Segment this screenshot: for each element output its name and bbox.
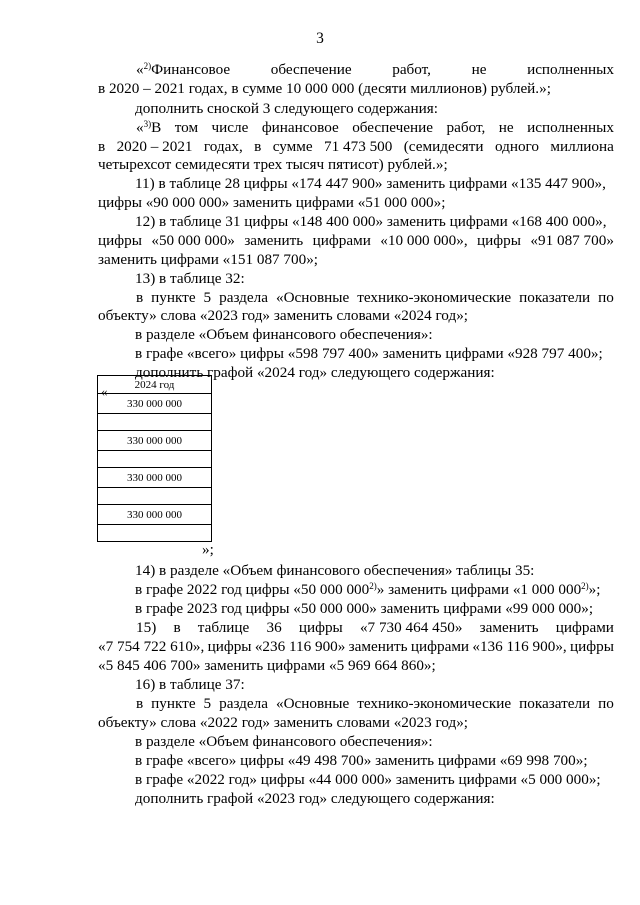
word: 2020 – 2021 xyxy=(116,138,193,155)
word: цифры xyxy=(477,232,521,249)
word: заменить xyxy=(479,619,539,636)
word: том xyxy=(174,119,199,136)
word: «91 087 700» xyxy=(530,232,614,249)
item-11-line-2: цифры «90 000 000» заменить цифрами «51 000 000»; xyxy=(98,194,446,211)
word: цифры xyxy=(207,638,252,655)
word: цифрами xyxy=(555,619,614,636)
open-quote: « xyxy=(136,61,144,78)
word: не xyxy=(498,119,514,136)
word: цифры xyxy=(298,619,343,636)
word: заменить xyxy=(244,232,304,249)
word: технико-экономические xyxy=(357,695,512,712)
word: технико-экономические xyxy=(357,289,512,306)
footnote-marker: 2) xyxy=(581,581,589,591)
item-12-line-2 xyxy=(98,232,614,250)
word: «10 000 000», xyxy=(380,232,468,249)
word: обеспечение xyxy=(270,61,352,78)
inserted-table xyxy=(97,375,212,542)
word: «Основные xyxy=(275,289,350,306)
word: в xyxy=(173,619,181,636)
word: миллиона xyxy=(550,138,614,155)
word: «7 754 722 610», xyxy=(98,638,205,655)
table-header-row xyxy=(98,376,212,394)
word: «50 000 000» xyxy=(151,232,235,249)
item-12-line-3: заменить цифрами «151 087 700»; xyxy=(98,251,319,268)
word: цифры xyxy=(570,638,614,655)
item-13-line-6: дополнить графой «2024 год» следующего содержания: xyxy=(135,364,495,381)
table-row xyxy=(98,468,212,488)
table-row xyxy=(98,488,212,505)
word: в xyxy=(254,138,262,155)
word: раздела xyxy=(219,289,268,306)
item-15-line-1 xyxy=(98,619,614,637)
item-16-line-6: в графе «2022 год» цифры «44 000 000» заменить цифрами «5 000 000»; xyxy=(135,771,601,788)
item-16-line-7: дополнить графой «2023 год» следующего содержания: xyxy=(135,790,495,807)
word: в xyxy=(98,138,106,155)
word: (семидесяти xyxy=(403,138,484,155)
footnote-2-line-1 xyxy=(98,61,614,79)
footnote-3-line-2 xyxy=(98,138,614,156)
open-quote: « xyxy=(136,119,144,136)
item-14-line-3: в графе 2023 год цифры «50 000 000» заменить цифрами «99 000 000»; xyxy=(135,600,594,617)
table-cell: 330 000 000 xyxy=(98,505,212,525)
word: таблице xyxy=(197,619,250,636)
word: показатели xyxy=(519,695,591,712)
word: исполненных xyxy=(527,119,614,136)
item-16-line-1: 16) в таблице 37: xyxy=(135,676,245,693)
table-row xyxy=(98,525,212,542)
item-16-line-5: в графе «всего» цифры «49 498 700» заменить цифрами «69 998 700»; xyxy=(135,752,588,769)
table-row xyxy=(98,505,212,525)
word: 36 xyxy=(266,619,282,636)
word: работ, xyxy=(392,61,431,78)
word: пункте xyxy=(151,289,196,306)
footnote-marker: 2) xyxy=(143,61,152,71)
word: годах, xyxy=(203,138,243,155)
table-row xyxy=(98,414,212,431)
table-row xyxy=(98,394,212,414)
item-16-line-3: объекту» слова «2022 год» заменить словами «2023 год»; xyxy=(98,714,469,731)
footnote-marker: 2) xyxy=(369,581,377,591)
word: исполненных xyxy=(527,61,614,78)
add-footnote-3-line: дополнить сноской 3 следующего содержания: xyxy=(135,100,438,117)
item-13-line-5: в графе «всего» цифры «598 797 400» заменить цифрами «928 797 400»; xyxy=(135,345,603,362)
word: «Основные xyxy=(275,695,350,712)
word: пункте xyxy=(151,695,196,712)
item-12-line-1: 12) в таблице 31 цифры «148 400 000» заменить цифрами «168 400 000», xyxy=(135,213,607,230)
word: финансовое xyxy=(261,119,339,136)
table-header-cell: 2024 год xyxy=(98,376,212,394)
item-13-line-1: 13) в таблице 32: xyxy=(135,270,245,287)
word: обеспечение xyxy=(352,119,434,136)
item-14-line-2: в графе 2022 год цифры «50 000 000$^{2)}$» заменить цифрами «1 000 000$^{2)}$»; xyxy=(135,581,601,598)
table-cell: 330 000 000 xyxy=(98,431,212,451)
word: 5 xyxy=(203,289,212,306)
table-open-quote: « xyxy=(101,384,108,399)
word: показатели xyxy=(519,289,591,306)
table-cell: 330 000 000 xyxy=(98,394,212,414)
item-16-line-4: в разделе «Объем финансового обеспечения»: xyxy=(135,733,433,750)
word: не xyxy=(471,61,487,78)
table-cell xyxy=(98,451,212,468)
table-row xyxy=(98,451,212,468)
word: числе xyxy=(211,119,249,136)
word: в xyxy=(136,695,144,712)
item-13-line-2 xyxy=(98,289,614,307)
item-15-line-2 xyxy=(98,638,614,656)
word: 15) xyxy=(136,619,157,636)
table-cell xyxy=(98,488,212,505)
footnote-2-line-2: в 2020 – 2021 годах, в сумме 10 000 000 (десяти миллионов) рублей.»; xyxy=(98,80,551,97)
table-row xyxy=(98,431,212,451)
word: одного xyxy=(494,138,540,155)
item-13-line-3: объекту» слова «2023 год» заменить словами «2024 год»; xyxy=(98,307,469,324)
word: заменить xyxy=(348,638,408,655)
word: В xyxy=(151,119,162,136)
word: по xyxy=(598,695,614,712)
footnote-3-line-1 xyxy=(98,119,614,137)
word: сумме xyxy=(272,138,313,155)
word: работ, xyxy=(446,119,486,136)
word: 5 xyxy=(203,695,212,712)
word: «136 116 900», xyxy=(472,638,567,655)
footnote-marker: 3) xyxy=(143,119,152,129)
word: цифрами xyxy=(312,232,371,249)
item-14-line-1: 14) в разделе «Объем финансового обеспечения» таблицы 35: xyxy=(135,562,535,579)
word: раздела xyxy=(219,695,268,712)
item-13-line-4: в разделе «Объем финансового обеспечения»: xyxy=(135,326,433,343)
word: «7 730 464 450» xyxy=(359,619,463,636)
item-15-line-3: «5 845 406 700» заменить цифрами «5 969 664 860»; xyxy=(98,657,436,674)
word: «236 116 900» xyxy=(254,638,346,655)
item-16-line-2 xyxy=(98,695,614,713)
word: 71 473 500 xyxy=(324,138,393,155)
word: Финансовое xyxy=(151,61,231,78)
word: цифрами xyxy=(410,638,470,655)
table-cell xyxy=(98,525,212,542)
table-close-quote: »; xyxy=(202,541,214,558)
word: цифры xyxy=(98,232,142,249)
item-11-line-1: 11) в таблице 28 цифры «174 447 900» заменить цифрами «135 447 900», xyxy=(135,175,606,192)
page-number: 3 xyxy=(316,30,324,47)
word: по xyxy=(598,289,614,306)
word: в xyxy=(136,289,144,306)
table-cell xyxy=(98,414,212,431)
footnote-3-line-3: четырехсот семидесяти трех тысяч пятисот) рублей.»; xyxy=(98,156,448,173)
table-cell: 330 000 000 xyxy=(98,468,212,488)
